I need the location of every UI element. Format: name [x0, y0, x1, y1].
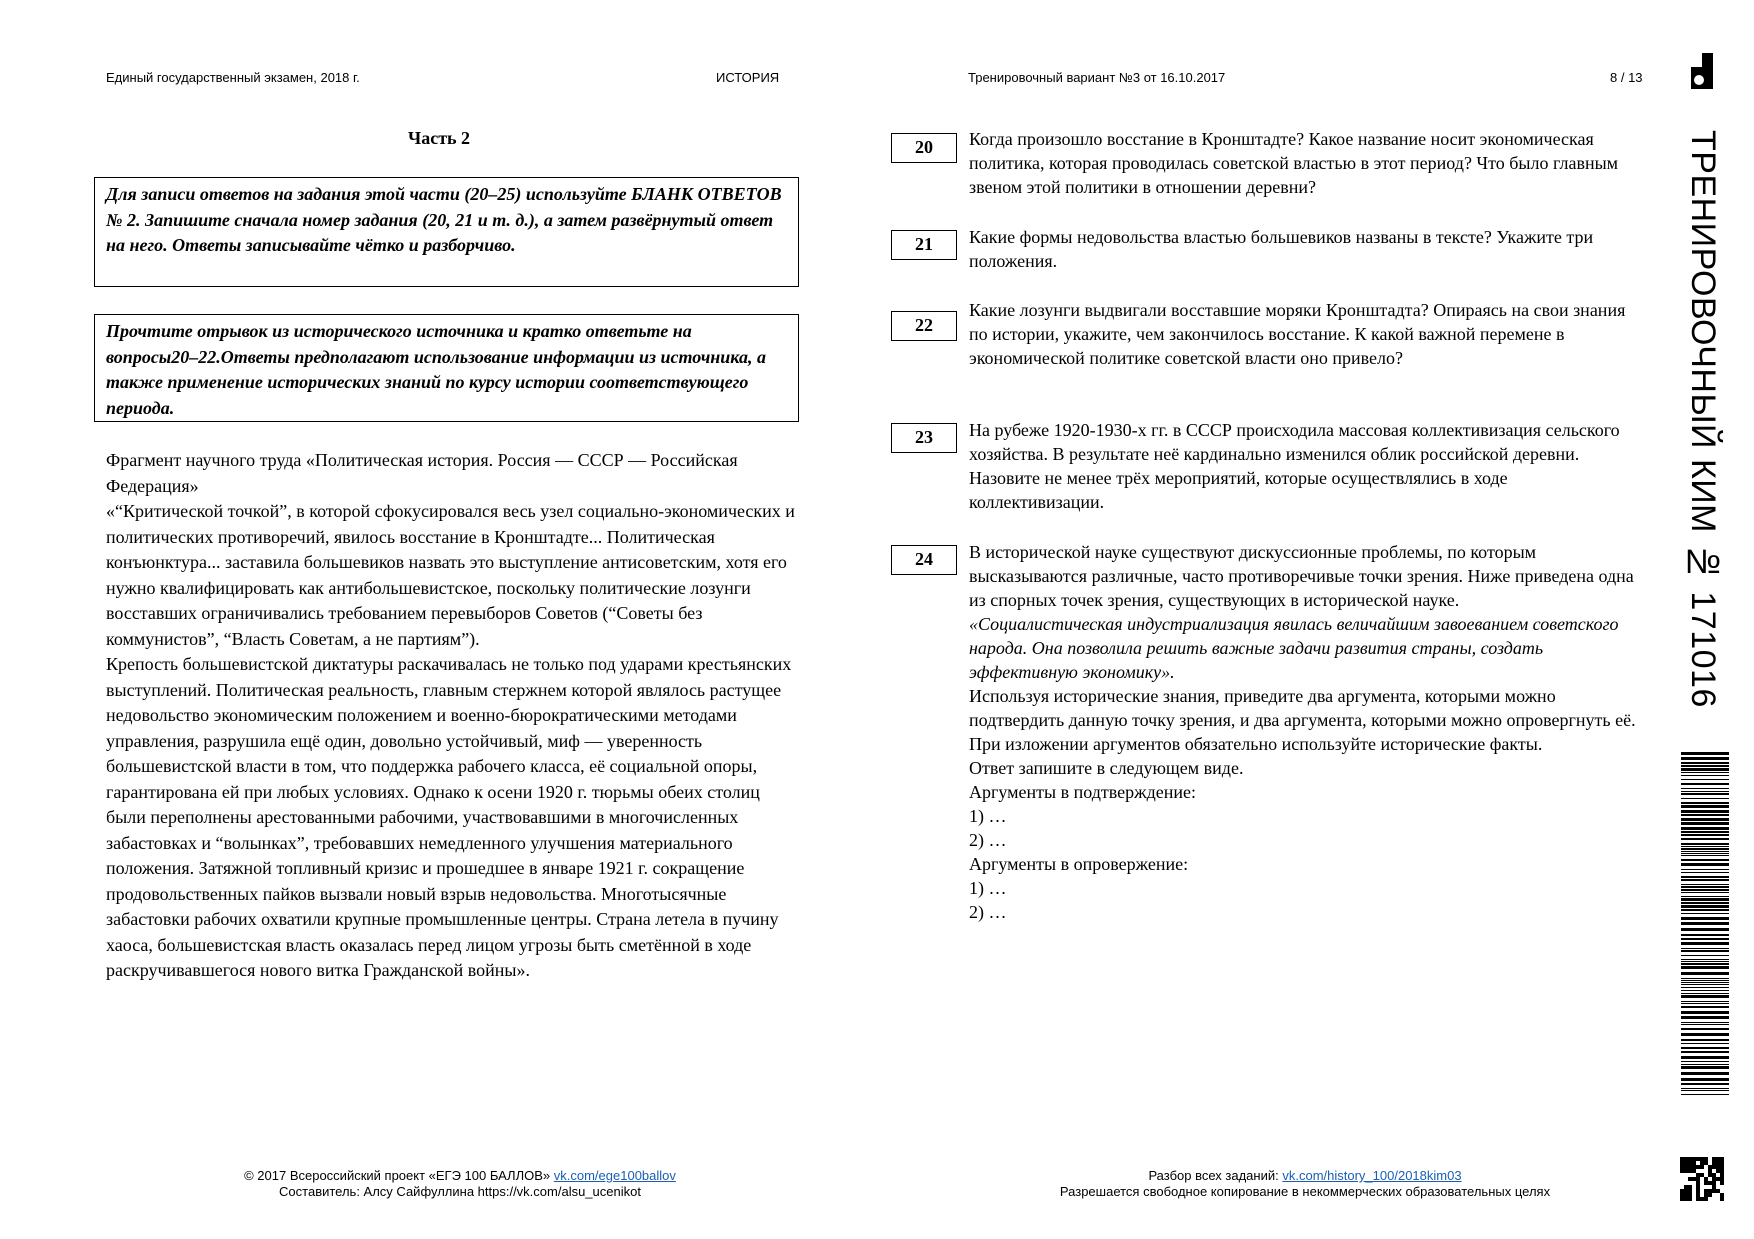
- logo-icon: [1691, 53, 1713, 89]
- question-text-22: [969, 298, 1639, 370]
- barcode-bar: [1681, 1051, 1729, 1053]
- barcode-bar: [1681, 1094, 1729, 1095]
- barcode-bar: [1681, 822, 1729, 825]
- barcode-bar: [1681, 757, 1729, 760]
- qr-module: [1708, 1173, 1712, 1177]
- qr-module: [1692, 1169, 1696, 1173]
- barcode-bar: [1681, 1006, 1729, 1008]
- qr-module: [1708, 1189, 1712, 1193]
- barcode-bar: [1681, 987, 1729, 988]
- barcode-bar: [1681, 1011, 1729, 1014]
- source-text: [106, 448, 796, 984]
- qr-module: [1684, 1157, 1688, 1161]
- qr-module: [1720, 1177, 1724, 1181]
- barcode-bar: [1681, 814, 1729, 816]
- qr-module: [1708, 1169, 1712, 1173]
- barcode-bar: [1681, 752, 1729, 755]
- barcode-bar: [1681, 802, 1729, 804]
- barcode-bar: [1681, 848, 1729, 850]
- barcode-bar: [1681, 948, 1729, 949]
- barcode-bar: [1681, 922, 1729, 925]
- barcode-bar: [1681, 765, 1729, 767]
- qr-module: [1712, 1165, 1716, 1169]
- footer-right-line-1: [1010, 1168, 1600, 1184]
- qr-module: [1716, 1177, 1720, 1181]
- qr-module: [1692, 1177, 1696, 1181]
- barcode-bar: [1681, 1043, 1729, 1044]
- qr-module: [1688, 1197, 1692, 1201]
- qr-module: [1680, 1197, 1684, 1201]
- barcode-bar: [1681, 1090, 1729, 1091]
- barcode-bar: [1681, 889, 1729, 891]
- barcode-bar: [1681, 892, 1729, 893]
- barcode-bar: [1681, 818, 1729, 821]
- barcode-bar: [1681, 827, 1729, 830]
- qr-module: [1704, 1193, 1708, 1197]
- barcode-bar: [1681, 886, 1729, 888]
- qr-module: [1696, 1189, 1700, 1193]
- barcode-bar: [1681, 950, 1729, 952]
- question-24-intro: В исторической науке существуют дискуссионные проблемы, по которым высказываются различные, часто противоречивые точки зрения. Ниже приведена одна из спорных точек зрения, существующих в исторической науке.: [969, 542, 1634, 610]
- barcode-bar: [1681, 942, 1729, 945]
- barcode-bar: [1681, 963, 1729, 965]
- barcode-bar: [1681, 928, 1729, 931]
- question-number-23: 23: [891, 423, 957, 453]
- barcode-bar: [1681, 779, 1729, 780]
- barcode-bar: [1681, 783, 1729, 785]
- qr-module: [1712, 1189, 1716, 1193]
- footer-copyright: © 2017 Всероссийский проект «ЕГЭ 100 БАЛЛОВ»: [244, 1168, 551, 1183]
- qr-module: [1700, 1161, 1704, 1165]
- barcode-bar: [1681, 834, 1729, 836]
- qr-module: [1696, 1157, 1700, 1161]
- qr-module: [1712, 1177, 1716, 1181]
- qr-module: [1680, 1165, 1684, 1169]
- barcode-bar: [1681, 805, 1729, 808]
- barcode-bar: [1681, 966, 1729, 969]
- barcode-bar: [1681, 955, 1729, 956]
- qr-module: [1696, 1197, 1700, 1201]
- barcode-bar: [1681, 909, 1729, 911]
- barcode-bar: [1681, 810, 1729, 813]
- barcode-bar: [1681, 913, 1729, 914]
- barcode-bar: [1681, 1061, 1729, 1062]
- barcode-bar: [1681, 798, 1729, 799]
- qr-module: [1680, 1169, 1684, 1173]
- qr-module: [1704, 1177, 1708, 1181]
- qr-module: [1680, 1193, 1684, 1197]
- footer-copy-permission: Разрешается свободное копирование в некоммерческих образовательных целях: [1059, 1184, 1551, 1199]
- barcode-bar: [1681, 853, 1729, 854]
- source-paragraph-2: Крепость большевистской диктатуры раскачивалась не только под ударами крестьянских выступлений. Политическая реальность, главным стержнем которой являлось растущее недовольство экономическим положением и военно-бюрократическими методами управления, разрушила ещё один, довольно устойчивый, миф — уверенность большевистской власти в том, что поддержка рабочего класса, её социальной опоры, гарантирована ей при любых условиях. Однако к осени 1920 г. тюрьмы обеих столиц были переполнены арестованными рабочими, участвовавшими в многочисленных забастовках и “волынках”, требовавших немедленного улучшения материального положения. Затяжной топливный кризис и прошедшее в январе 1921 г. сокращение продовольственных пайков вызвали новый взрыв недовольства. Многотысячные забастовки рабочих охватили крупные промышленные центры. Страна летела в пучину хаоса, большевистская власть оказалась перед лицом угрозы быть сметённой в ходе раскручивавшегося нового витка Гражданской войны».: [106, 654, 792, 980]
- header-variant: Тренировочный вариант №3 от 16.10.2017: [968, 70, 1226, 85]
- qr-module: [1720, 1193, 1724, 1197]
- qr-module: [1716, 1169, 1720, 1173]
- barcode-bar: [1681, 980, 1729, 981]
- barcode-bar: [1681, 898, 1729, 901]
- qr-module: [1704, 1189, 1708, 1193]
- qr-module: [1688, 1165, 1692, 1169]
- barcode-bar: [1681, 884, 1729, 885]
- qr-module: [1680, 1161, 1684, 1165]
- barcode-bar: [1681, 1039, 1729, 1041]
- question-text-23: [969, 418, 1639, 514]
- header-exam: Единый государственный экзамен, 2018 г.: [106, 70, 360, 85]
- footer-author: Составитель: Алсу Сайфуллина https://vk.com/alsu_ucenikot: [279, 1184, 641, 1199]
- barcode-bar: [1681, 1083, 1729, 1085]
- barcode-bar: [1681, 793, 1729, 795]
- barcode-bar: [1681, 1056, 1729, 1059]
- barcode-bar: [1681, 872, 1729, 873]
- question-23-body: На рубеже 1920-1930-х гг. в СССР происходила массовая коллективизация сельского хозяйства. В результате неё кардинально изменился облик российской деревни. Назовите не менее трёх мероприятий, которые осуществлялись в ходе коллективизации.: [969, 420, 1620, 512]
- qr-module: [1720, 1165, 1724, 1169]
- question-24-refute-item-2: 2) …: [969, 902, 1007, 922]
- question-number-24: 24: [891, 545, 957, 575]
- qr-module: [1680, 1157, 1684, 1161]
- barcode-bar: [1681, 917, 1729, 920]
- barcode-bar: [1681, 905, 1729, 908]
- qr-module: [1688, 1185, 1692, 1189]
- qr-module: [1680, 1189, 1684, 1193]
- barcode-bar: [1681, 846, 1729, 847]
- barcode-bar: [1681, 879, 1729, 881]
- barcode-bar: [1681, 863, 1729, 866]
- header-subject: ИСТОРИЯ: [716, 70, 780, 85]
- source-paragraph-1: «“Критической точкой”, в которой сфокусировался весь узел социально-экономических и политических противоречий, явилось восстание в Кронштадте... Политическая конъюнктура... заставила большевиков назвать это выступление антисоветским, хотя его нужно квалифицировать как антибольшевистское, поскольку политические лозунги восставших ограничивались требованием перевыборов Советов (“Советы без коммунистов”, “Власть Советам, а не партиям”).: [106, 501, 795, 649]
- qr-module: [1700, 1165, 1704, 1169]
- barcode-bar: [1681, 768, 1729, 771]
- barcode-bar: [1681, 972, 1729, 975]
- footer-right: [1010, 1168, 1600, 1200]
- qr-module: [1708, 1165, 1712, 1169]
- footer-left-line-1: [170, 1168, 750, 1184]
- qr-module: [1716, 1165, 1720, 1169]
- barcode-bar: [1681, 978, 1729, 979]
- question-24-refute-label: Аргументы в опровержение:: [969, 854, 1189, 874]
- qr-module: [1720, 1161, 1724, 1165]
- qr-module: [1712, 1185, 1716, 1189]
- footer-analysis-link[interactable]: vk.com/history_100/2018kim03: [1282, 1168, 1462, 1183]
- qr-module: [1688, 1169, 1692, 1173]
- qr-module: [1716, 1161, 1720, 1165]
- question-24-confirm-item-1: 1) …: [969, 806, 1007, 826]
- qr-module: [1708, 1181, 1712, 1185]
- qr-module: [1712, 1173, 1716, 1177]
- barcode-bar: [1681, 1022, 1729, 1023]
- question-21-body: Какие формы недовольства властью большевиков названы в тексте? Укажите три положения.: [969, 227, 1594, 271]
- footer-left: [170, 1168, 750, 1200]
- qr-module: [1720, 1173, 1724, 1177]
- qr-module: [1692, 1157, 1696, 1161]
- qr-module: [1716, 1157, 1720, 1161]
- qr-module: [1720, 1197, 1724, 1201]
- qr-module: [1700, 1197, 1704, 1201]
- question-number-20: 20: [891, 133, 957, 163]
- qr-module: [1708, 1193, 1712, 1197]
- barcode-bar: [1681, 855, 1729, 856]
- qr-module: [1712, 1157, 1716, 1161]
- barcode-bar: [1681, 869, 1729, 870]
- question-22-body: Какие лозунги выдвигали восставшие моряки Кронштадта? Опираясь на свои знания по истории, укажите, чем закончилось восстание. К какой важной перемене в экономической политике советской власти оно привело?: [969, 300, 1626, 368]
- qr-module: [1704, 1161, 1708, 1165]
- barcode-bar: [1681, 762, 1729, 764]
- question-number-21: 21: [891, 230, 957, 260]
- qr-module: [1696, 1181, 1700, 1185]
- barcode-bar: [1681, 1003, 1729, 1004]
- question-24-quote: «Социалистическая индустриализация явилась величайшим завоеванием советского народа. Она позволила решить важные задачи развития страны, создать эффективную экономику».: [969, 614, 1619, 682]
- qr-module: [1688, 1193, 1692, 1197]
- question-20-body: Когда произошло восстание в Кронштадте? Какое название носит экономическая политика, которая проводилась советской властью в этот период? Что было главным звеном этой политики в отношении деревни?: [969, 129, 1619, 197]
- footer-vk-link[interactable]: vk.com/ege100ballov: [553, 1168, 676, 1183]
- barcode-bar: [1681, 1066, 1729, 1069]
- barcode-bar: [1681, 1078, 1729, 1081]
- barcode-bar: [1681, 843, 1729, 845]
- barcode-bar: [1681, 859, 1729, 861]
- barcode-bar: [1681, 959, 1729, 960]
- instruction-box: Для записи ответов на задания этой части (20–25) используйте БЛАНК ОТВЕТОВ № 2. Запишите сначала номер задания (20, 21 и т. д.), а затем развёрнутый ответ на него. Ответы записывайте чётко и разборчиво.: [94, 177, 799, 287]
- barcode-bar: [1681, 934, 1729, 936]
- reading-instruction-box: Прочтите отрывок из исторического источника и кратко ответьте на вопросы20–22.Ответы предполагают использование информации из источника, а также применение исторических знаний по курсу истории соответствующего периода.: [94, 314, 799, 422]
- qr-module: [1700, 1157, 1704, 1161]
- barcode-bar: [1681, 1024, 1729, 1025]
- question-24-refute-item-1: 1) …: [969, 878, 1007, 898]
- qr-module: [1696, 1177, 1700, 1181]
- qr-module: [1688, 1189, 1692, 1193]
- qr-module: [1684, 1193, 1688, 1197]
- footer-analysis-label: Разбор всех заданий:: [1148, 1168, 1279, 1183]
- question-24-answer-form: Ответ запишите в следующем виде.: [969, 758, 1244, 778]
- barcode-bar: [1681, 896, 1729, 897]
- qr-module: [1720, 1181, 1724, 1185]
- qr-module: [1684, 1169, 1688, 1173]
- qr-module: [1720, 1169, 1724, 1173]
- qr-module: [1696, 1193, 1700, 1197]
- barcode-bar: [1681, 1033, 1729, 1036]
- barcode-bar: [1681, 995, 1729, 998]
- qr-module: [1704, 1181, 1708, 1185]
- question-text-21: [969, 225, 1639, 273]
- barcode-bar: [1681, 902, 1729, 904]
- qr-module: [1692, 1165, 1696, 1169]
- qr-module: [1704, 1157, 1708, 1161]
- header-page: 8 / 13: [1610, 70, 1643, 85]
- barcode-bar: [1681, 838, 1729, 840]
- question-24-confirm-label: Аргументы в подтверждение:: [969, 782, 1196, 802]
- qr-module: [1684, 1185, 1688, 1189]
- barcode: [1681, 752, 1729, 1102]
- barcode-bar: [1681, 1064, 1729, 1065]
- barcode-bar: [1681, 1072, 1729, 1075]
- barcode-bar: [1681, 851, 1729, 852]
- barcode-bar: [1681, 990, 1729, 991]
- qr-module: [1688, 1161, 1692, 1165]
- qr-module: [1684, 1189, 1688, 1193]
- qr-module: [1688, 1157, 1692, 1161]
- barcode-bar: [1681, 938, 1729, 940]
- qr-module: [1692, 1161, 1696, 1165]
- qr-module: [1684, 1197, 1688, 1201]
- qr-module: [1716, 1189, 1720, 1193]
- qr-module: [1712, 1161, 1716, 1165]
- qr-code-icon: [1680, 1157, 1724, 1201]
- qr-module: [1684, 1161, 1688, 1165]
- barcode-bar: [1681, 1028, 1729, 1030]
- question-24-task: Используя исторические знания, приведите два аргумента, которыми можно подтвердить данную точку зрения, и два аргумента, которыми можно опровергнуть её. При изложении аргументов обязательно используйте исторические факты.: [969, 686, 1636, 754]
- barcode-bar: [1681, 788, 1729, 789]
- barcode-bar: [1681, 961, 1729, 962]
- barcode-bar: [1681, 791, 1729, 792]
- qr-module: [1720, 1157, 1724, 1161]
- barcode-bar: [1681, 775, 1729, 776]
- qr-module: [1704, 1197, 1708, 1201]
- qr-module: [1696, 1185, 1700, 1189]
- barcode-bar: [1681, 1001, 1729, 1002]
- barcode-bar: [1681, 876, 1729, 878]
- barcode-bar: [1681, 982, 1729, 983]
- question-number-22: 22: [891, 311, 957, 341]
- qr-module: [1712, 1181, 1716, 1185]
- side-title: ТРЕНИРОВОЧНЫЙ КИМ № 171016: [1684, 130, 1722, 708]
- barcode-bar: [1681, 984, 1729, 985]
- question-text-24: [969, 540, 1639, 924]
- question-24-confirm-item-2: 2) …: [969, 830, 1007, 850]
- part-title: Часть 2: [408, 128, 471, 148]
- barcode-bar: [1681, 993, 1729, 994]
- barcode-bar: [1681, 1047, 1729, 1049]
- qr-module: [1684, 1165, 1688, 1169]
- barcode-bar: [1681, 1016, 1729, 1019]
- qr-module: [1700, 1173, 1704, 1177]
- barcode-bar: [1681, 1088, 1729, 1089]
- qr-module: [1696, 1165, 1700, 1169]
- qr-module: [1696, 1173, 1700, 1177]
- source-title: Фрагмент научного труда «Политическая история. Россия — СССР — Российская Федерация»: [106, 450, 738, 496]
- barcode-bar: [1681, 831, 1729, 833]
- qr-module: [1688, 1177, 1692, 1181]
- barcode-bar: [1681, 772, 1729, 773]
- question-text-20: [969, 127, 1639, 199]
